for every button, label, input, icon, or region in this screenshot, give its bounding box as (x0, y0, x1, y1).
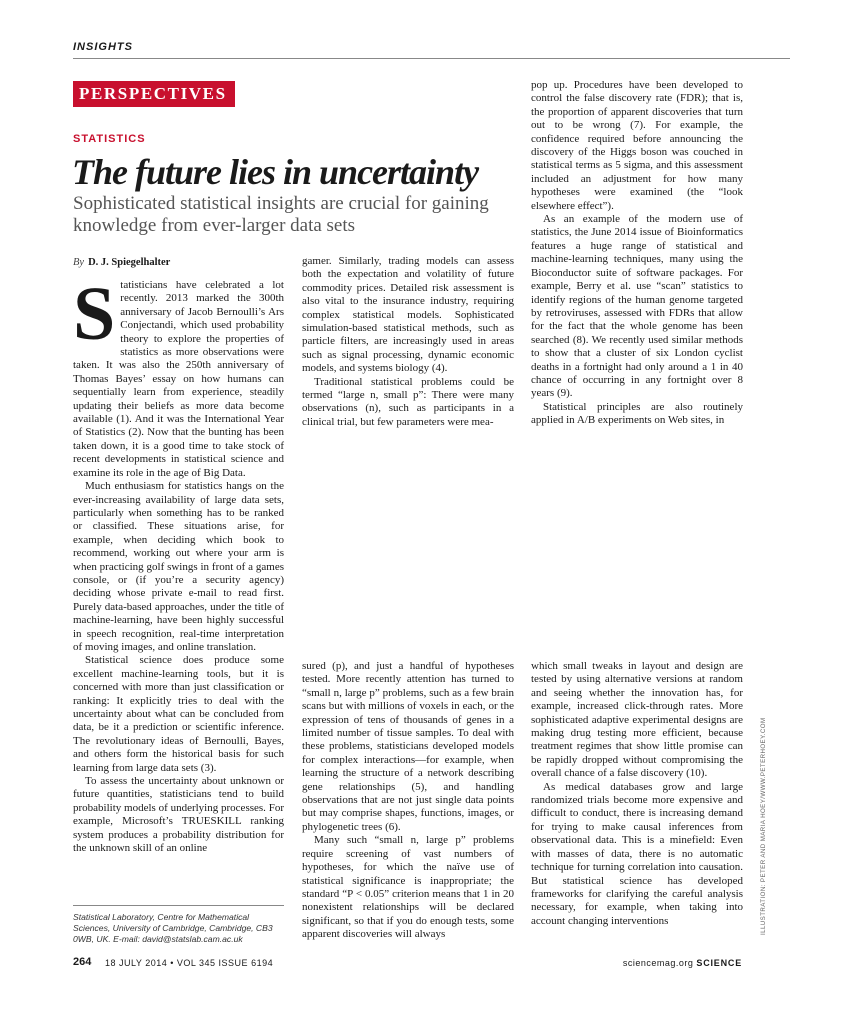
paragraph-text: tatisticians have celebrated a lot recently. 2013 marked the 300th anniversary of Jacob Bernoulli’s Ars Conjectandi, which used probability theory to explore the properties of statistics as more observations were taken. It was also the 250th anniversary of Thomas Bayes’ essay on how humans can sequentially learn from experience, steadily updating their beliefs as more data become available (1). And it was the International Year of Statistics (2). Now that the bunting has been taken down, it is a good time to take stock of recent developments in statistical science and examine its role in the age of Big Data. (73, 279, 284, 479)
section-label: INSIGHTS (73, 41, 133, 53)
article-title: The future lies in uncertainty (72, 152, 479, 192)
paragraph: To assess the uncertainty about unknown or future quantities, statisticians tend to build probability models of underlying processes. For example, Microsoft’s TRUESKILL ranking system produces a probability distribution for the unknown skill of an online (73, 775, 284, 855)
header-rule (73, 58, 790, 59)
author-affiliation: Statistical Laboratory, Centre for Mathematical Sciences, University of Cambridge, Cambridge, CB3 0WB, UK. E-mail: david@statslab.cam.ac.uk (73, 912, 273, 944)
drop-cap: S (73, 272, 116, 356)
page-number: 264 (73, 956, 92, 968)
byline (73, 257, 170, 268)
paragraph: Traditional statistical problems could be termed “large n, small p”: There were many observations (n), such as participants in a clinical trial, but few parameters were mea- (302, 375, 514, 428)
author-name: D. J. Spiegelhalter (88, 257, 171, 268)
paragraph: Many such “small n, large p” problems require screening of vast numbers of hypotheses, for which the naïve use of statistical significance is inappropriate; the standard “P < 0.05” criterion means that 1 in 20 nonexistent relationships will be declared significant, so that if you do enough tests, some apparent discoveries will always (302, 834, 514, 941)
paragraph: Statistical principles are also routinely applied in A/B experiments on Web sites, in (531, 400, 743, 427)
affiliation-rule (73, 905, 284, 906)
column-1 (73, 272, 284, 855)
paragraph: which small tweaks in layout and design are tested by using alternative versions at random and seeing whether the innovation has, for example, increased click-through rates. More sophisticated adaptive experimental designs are making drug testing more efficient, because treatment regimes that show little promise can be rapidly dropped without compromising the overall chance of a false discovery (10). (531, 660, 743, 780)
issue-info: 18 JULY 2014 • VOL 345 ISSUE 6194 (105, 958, 274, 968)
site-url: sciencemag.org (622, 958, 694, 968)
illustration-credit: ILLUSTRATION: PETER AND MARIA HOEY/WWW.PETERHOEY.COM (760, 717, 767, 935)
article-deck: Sophisticated statistical insights are crucial for gaining knowledge from ever-larger data sets (73, 193, 489, 236)
journal-brand: SCIENCE (696, 958, 742, 968)
column-3-top (531, 79, 743, 428)
column-2-bottom (302, 660, 514, 942)
paragraph: Much enthusiasm for statistics hangs on the ever-increasing availability of large data sets, particularly when something has to be ranked or classified. These situations arise, for example, when deciding which book to recommend, working out where your arm is when practicing golf swings in front of a games console, or (if you’re a security agency) deciding whose private e-mail to read first. Purely data-based approaches, under the title of machine-learning, have been highly successful in speech recognition, real-time interpretation of moving images, and online translation. (73, 480, 284, 653)
byline-prefix: By (73, 257, 85, 268)
paragraph: As an example of the modern use of statistics, the June 2014 issue of Bioinformatics features a huge range of statistical and machine-learning techniques, many using the Bioconductor suite of software packages. For example, Berry et al. use “scan” statistics to identify regions of the human genome targeted by retroviruses, assessed with FDRs that allow for the fact that the whole genome has been searched (8). We recently used similar methods to show that a cluster of six London cyclist deaths in a fortnight had only around a 1 in 40 chance of occurring in any fortnight over 8 years (9). (531, 213, 743, 400)
paragraph (73, 272, 284, 480)
perspectives-badge: PERSPECTIVES (73, 81, 235, 107)
paragraph: As medical databases grow and large randomized trials become more expensive and difficult to conduct, there is increasing demand for trying to make causal inferences from observational data. This is a minefield: Even with masses of data, there is no automatic technique for turning correlation into causation. But statistical science has developed frameworks for clarifying the careful analysis necessary, for example, when taking into account changing interventions (531, 780, 743, 927)
column-2-top (302, 255, 514, 429)
paragraph: sured (p), and just a handful of hypotheses tested. More recently attention has turned to “small n, large p” problems, such as a few brain scans but with millions of voxels in each, or the expression of tens of thousands of genes in a limited number of tissue samples. To deal with these problems, statisticians developed models for complex interactions—for example, when learning the structure of a network describing gene relationships (5), and handling observations that are not just single data points but may comprise shapes, functions, images, or phylogenetic trees (6). (302, 660, 514, 833)
paragraph: pop up. Procedures have been developed to control the false discovery rate (FDR); that is, the proportion of apparent discoveries that turn out to be wrong (7). For example, the confidence required before announcing the discovery of the Higgs boson was couched in statistical terms as 5 sigma, and this assessment included an adjustment for how many hypotheses were examined (the “look elsewhere effect”). (531, 79, 743, 212)
paragraph: Statistical science does produce some excellent machine-learning tools, but it is concerned with more than just classification or ranking: It explicitly tries to deal with the uncertainty about what can be concluded from data, be it a prediction or scientific inference. The revolutionary ideas of Bernoulli, Bayes, and others form the historical basis for such learning from large data sets (3). (73, 654, 284, 774)
column-3-bottom (531, 660, 743, 928)
paragraph: gamer. Similarly, trading models can assess both the expectation and volatility of future commodity prices. Detailed risk assessment is also vital to the insurance industry, requiring complex statistical models. Sophisticated simulation-based statistical methods, such as particle filters, are increasingly used in areas such as signal processing, dynamic economic models, and systems biology (4). (302, 255, 514, 375)
article-kicker: STATISTICS (73, 133, 146, 145)
journal-site (623, 958, 742, 968)
